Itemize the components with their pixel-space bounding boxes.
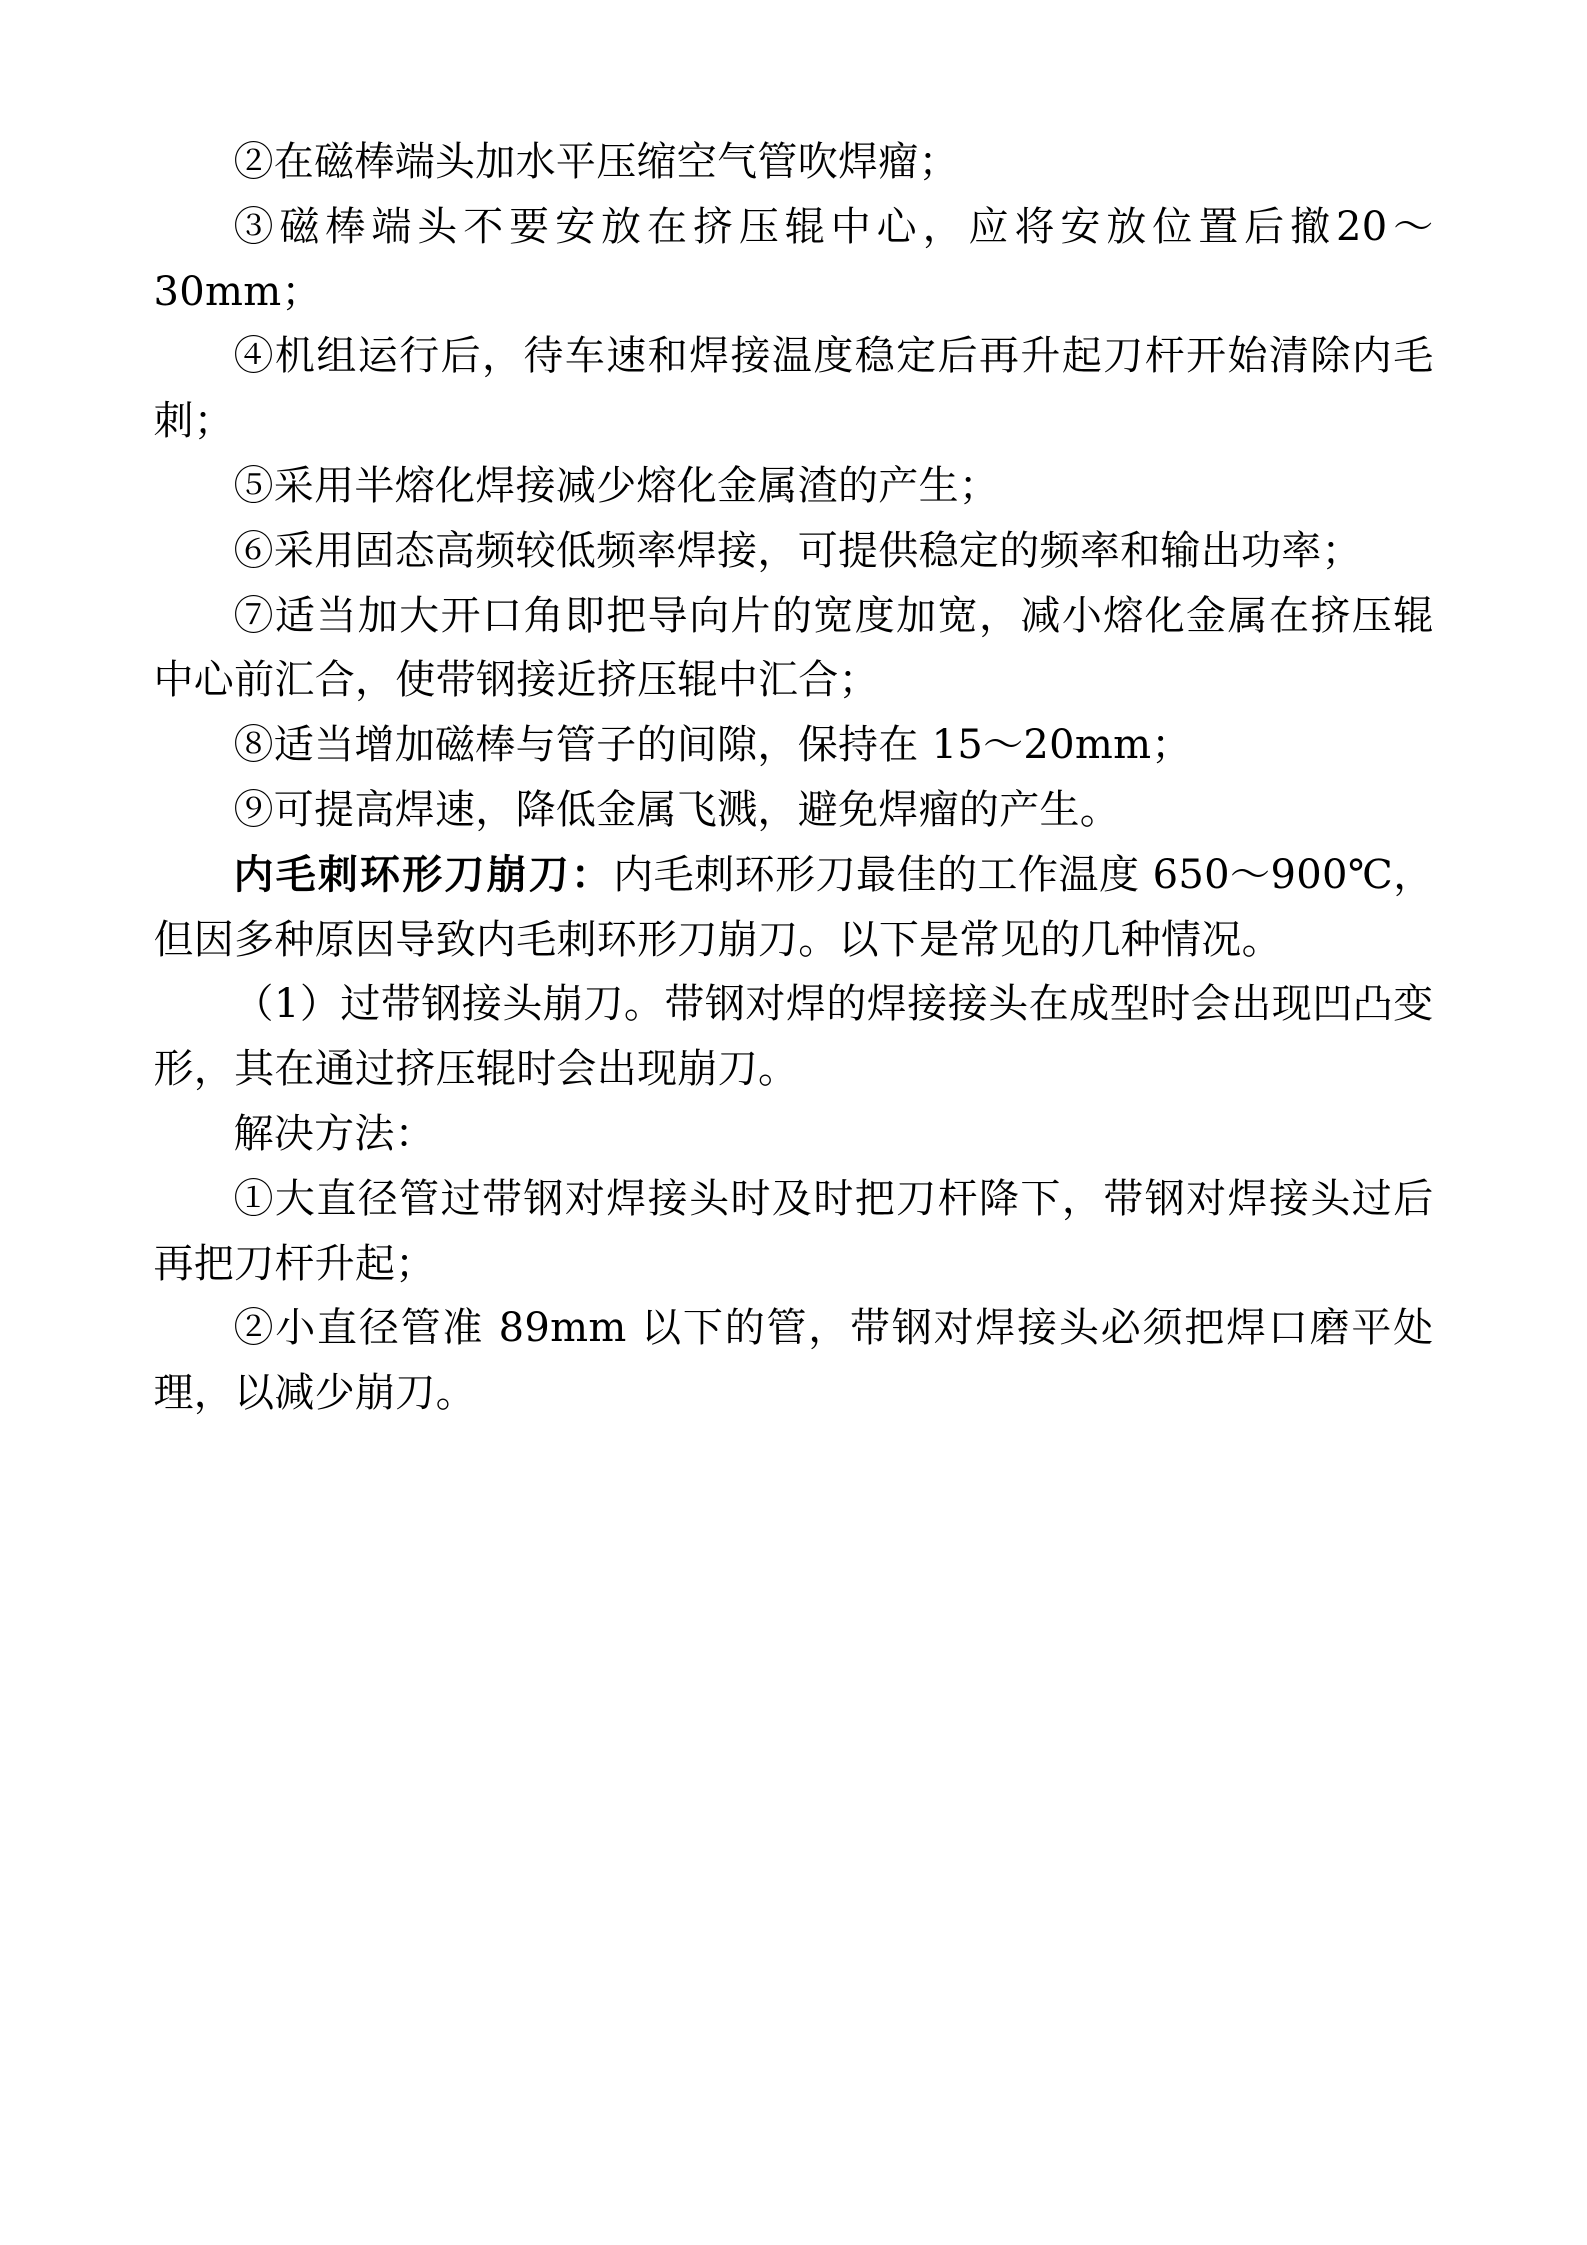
paragraph-item-5-semi-melt-welding: ⑤采用半熔化焊接减少熔化金属渣的产生； <box>233 462 1000 509</box>
paragraph-item-8-gap: ⑧适当增加磁棒与管子的间隙，保持在 15～20mm； <box>233 722 1192 769</box>
section-lead-label: 内毛刺环形刀崩刀： <box>233 850 614 898</box>
section-body-text: 内毛刺环形刀最佳的工作温度 650～900℃，但因多种原因导致内毛刺环形刀崩刀。以下是常见的几种情况。 <box>153 851 1434 963</box>
paragraph-case-1-strip-joint: （1）过带钢接头崩刀。带钢对焊的焊接接头在成型时会出现凹凸变形，其在通过挤压辊时会出现崩刀。 <box>153 981 1434 1093</box>
page-content <box>154 130 1434 1426</box>
paragraph-section-ring-knife-chipping <box>154 843 1434 973</box>
paragraph-item-3-magnet-position: ③磁棒端头不要安放在挤压辊中心，应将安放位置后撤20～30mm； <box>153 203 1434 315</box>
paragraph-item-6-solid-state-hf: ⑥采用固态高频较低频率焊接，可提供稳定的频率和输出功率； <box>233 527 1362 574</box>
paragraph-solution-heading: 解决方法： <box>233 1110 435 1157</box>
paragraph-item-2-air-pipe: ②在磁棒端头加水平压缩空气管吹焊瘤； <box>233 139 959 185</box>
paragraph-item-4-unit-running: ④机组运行后，待车速和焊接温度稳定后再升起刀杆开始清除内毛刺； <box>153 333 1434 445</box>
paragraph-solution-2-small-diameter: ②小直径管准 89mm 以下的管，带钢对焊接头必须把焊口磨平处理，以减少崩刀。 <box>153 1305 1434 1417</box>
paragraph-solution-1-large-diameter: ①大直径管过带钢对焊接头时及时把刀杆降下，带钢对焊接头过后再把刀杆升起； <box>153 1175 1434 1287</box>
paragraph-item-7-opening-angle: ⑦适当加大开口角即把导向片的宽度加宽，减小熔化金属在挤压辊中心前汇合，使带钢接近挤压辊中汇合； <box>153 592 1434 704</box>
paragraph-item-9-welding-speed: ⑨可提高焊速，降低金属飞溅，避免焊瘤的产生。 <box>233 786 1121 833</box>
